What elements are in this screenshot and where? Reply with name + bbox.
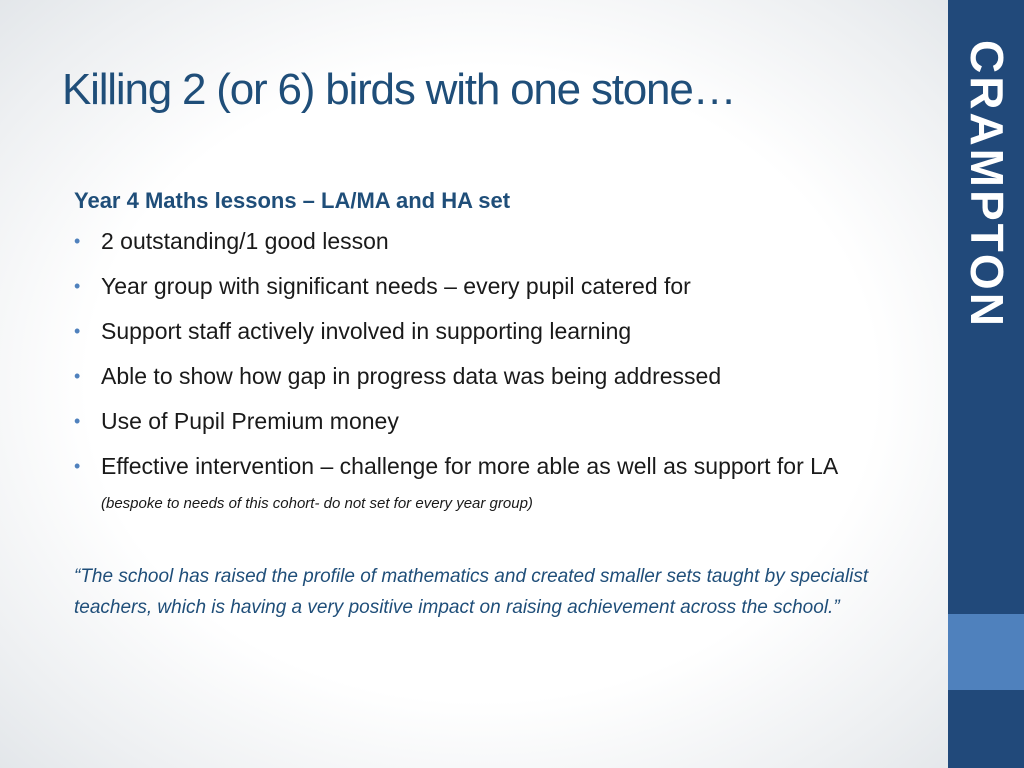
bullet-text: Able to show how gap in progress data was being addressed bbox=[101, 363, 722, 390]
bullet-text: 2 outstanding/1 good lesson bbox=[101, 228, 389, 255]
bullet-icon: • bbox=[74, 411, 81, 432]
bullet-text: Effective intervention – challenge for more able as well as support for LA bbox=[101, 453, 837, 480]
bullet-note: (bespoke to needs of this cohort- do not set for every year group) bbox=[101, 495, 533, 513]
slide-title: Killing 2 (or 6) birds with one stone… bbox=[62, 65, 736, 114]
brand-sidebar bbox=[948, 0, 1024, 768]
bullet-item bbox=[74, 449, 904, 521]
bullet-item bbox=[74, 224, 904, 258]
bullet-icon: • bbox=[74, 456, 81, 477]
brand-name: CRAMPTON bbox=[961, 40, 1013, 329]
inspection-quote: “The school has raised the profile of mathematics and created smaller sets taught by specialist teachers, which is having a very positive impact on raising achievement across the school.” bbox=[74, 566, 869, 619]
bullet-item bbox=[74, 404, 904, 438]
bullet-icon: • bbox=[74, 276, 81, 297]
bullet-text: Support staff actively involved in supporting learning bbox=[101, 318, 632, 345]
bullet-text: Use of Pupil Premium money bbox=[101, 408, 399, 435]
slide-content bbox=[74, 188, 904, 623]
subheading: Year 4 Maths lessons – LA/MA and HA set bbox=[74, 188, 511, 213]
bullet-icon: • bbox=[74, 231, 81, 252]
bullet-icon: • bbox=[74, 366, 81, 387]
bullet-item bbox=[74, 314, 904, 348]
bullet-text: Year group with significant needs – every pupil catered for bbox=[101, 273, 691, 300]
bullet-icon: • bbox=[74, 321, 81, 342]
bullet-item bbox=[74, 269, 904, 303]
brand-wordmark bbox=[948, 0, 1024, 768]
bullet-item bbox=[74, 359, 904, 393]
bullet-list bbox=[74, 224, 904, 521]
